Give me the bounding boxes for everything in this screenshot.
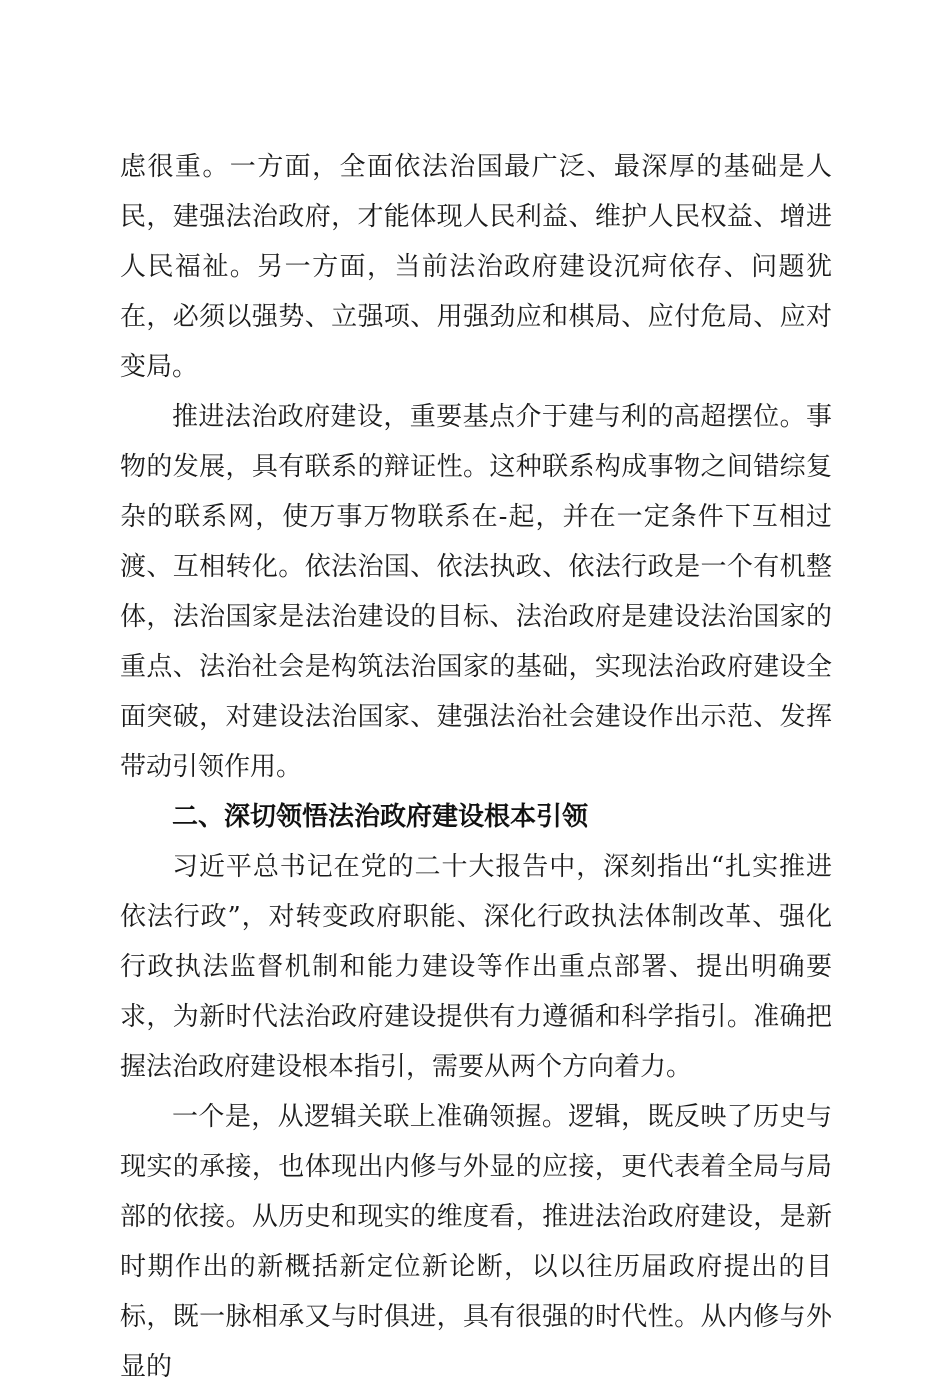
paragraph-1: 虑很重。一方面，全面依法治国最广泛、最深厚的基础是人民，建强法治政府，才能体现人民利益、维护人民权益、增进人民福祉。另一方面，当前法治政府建设沉疴依存、问题犹在，必须以强势、立强项、用强劲应和棋局、应付危局、应对变局。 xyxy=(120,152,832,382)
paragraph-2: 推进法治政府建设，重要基点介于建与利的高超摆位。事物的发展，具有联系的辩证性。这种联系构成事物之间错综复杂的联系网，使万事万物联系在-起，并在一定条件下互相过渡、互相转化。依法治国、依法执政、依法行政是一个有机整体，法治国家是法治建设的目标、法治政府是建设法治国家的重点、法治社会是构筑法治国家的基础，实现法治政府建设全面突破，对建设法治国家、建强法治社会建设作出示范、发挥带动引领作用。 xyxy=(120,402,832,782)
section-heading-2: 二、深切领悟法治政府建设根本引领 xyxy=(172,802,589,832)
paragraph-4: 一个是，从逻辑关联上准确领握。逻辑，既反映了历史与现实的承接，也体现出内修与外显的应接，更代表着全局与局部的依接。从历史和现实的维度看，推进法治政府建设，是新时期作出的新概括新定位新论断，以以往历届政府提出的目标，既一脉相承又与时俱进，具有很强的时代性。从内修与外显的 xyxy=(120,1102,832,1382)
paragraph-3: 习近平总书记在党的二十大报告中，深刻指出“扎实推进依法行政”，对转变政府职能、深化行政执法体制改革、强化行政执法监督机制和能力建设等作出重点部署、提出明确要求，为新时代法治政府建设提供有力遵循和科学指引。准确把握法治政府建设根本指引，需要从两个方向着力。 xyxy=(120,852,832,1082)
document-body xyxy=(120,142,832,1392)
